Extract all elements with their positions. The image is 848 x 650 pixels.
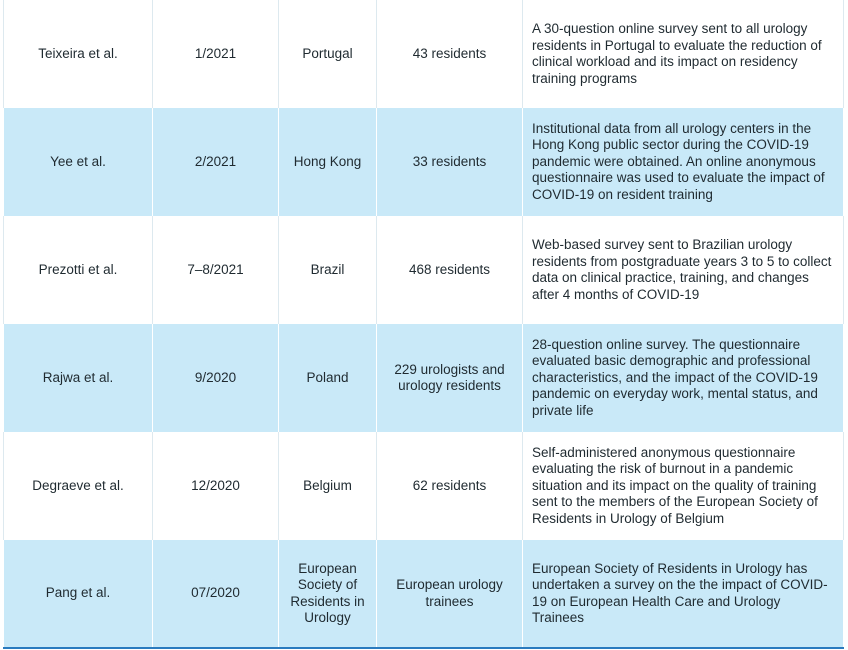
description-cell: Institutional data from all urology centers in the Hong Kong public sector during the COVID-19 pandemic were obtained. An online anonymous questionnaire was used to evaluate the impact of COVID-19 on resident training: [523, 108, 844, 216]
author-cell: Yee et al.: [4, 108, 153, 216]
table-row: [4, 216, 844, 324]
country-cell: Portugal: [279, 0, 377, 108]
date-cell: 9/2020: [153, 324, 279, 432]
author-cell: Teixeira et al.: [4, 0, 153, 108]
author-cell: Prezotti et al.: [4, 216, 153, 324]
description-cell: A 30-question online survey sent to all urology residents in Portugal to evaluate the reduction of clinical workload and its impact on residency training programs: [523, 0, 844, 108]
participants-cell: 62 residents: [377, 432, 523, 540]
description-cell: 28-question online survey. The questionnaire evaluated basic demographic and professional characteristics, and the impact of the COVID-19 pandemic on everyday work, mental status, and private life: [523, 324, 844, 432]
date-cell: 7–8/2021: [153, 216, 279, 324]
table-row: [4, 0, 844, 108]
participants-cell: 43 residents: [377, 0, 523, 108]
table-row: [4, 324, 844, 432]
date-cell: 12/2020: [153, 432, 279, 540]
author-cell: Degraeve et al.: [4, 432, 153, 540]
author-cell: Rajwa et al.: [4, 324, 153, 432]
description-cell: Web-based survey sent to Brazilian urology residents from postgraduate years 3 to 5 to collect data on clinical practice, training, and changes after 4 months of COVID-19: [523, 216, 844, 324]
country-cell: Belgium: [279, 432, 377, 540]
participants-cell: 33 residents: [377, 108, 523, 216]
table-row: [4, 540, 844, 648]
country-cell: Brazil: [279, 216, 377, 324]
participants-cell: 468 residents: [377, 216, 523, 324]
description-cell: Self-administered anonymous questionnaire evaluating the risk of burnout in a pandemic situation and its impact on the quality of training sent to the members of the European Society of Residents in Urology of Belgium: [523, 432, 844, 540]
date-cell: 1/2021: [153, 0, 279, 108]
date-cell: 2/2021: [153, 108, 279, 216]
participants-cell: 229 urologists and urology residents: [377, 324, 523, 432]
author-cell: Pang et al.: [4, 540, 153, 648]
country-cell: Poland: [279, 324, 377, 432]
participants-cell: European urology trainees: [377, 540, 523, 648]
table-row: [4, 432, 844, 540]
description-cell: European Society of Residents in Urology has undertaken a survey on the the impact of COVID-19 on European Health Care and Urology Trainees: [523, 540, 844, 648]
studies-table-container: [3, 0, 843, 649]
date-cell: 07/2020: [153, 540, 279, 648]
country-cell: Hong Kong: [279, 108, 377, 216]
studies-table: [3, 0, 844, 649]
table-row: [4, 108, 844, 216]
country-cell: European Society of Residents in Urology: [279, 540, 377, 648]
